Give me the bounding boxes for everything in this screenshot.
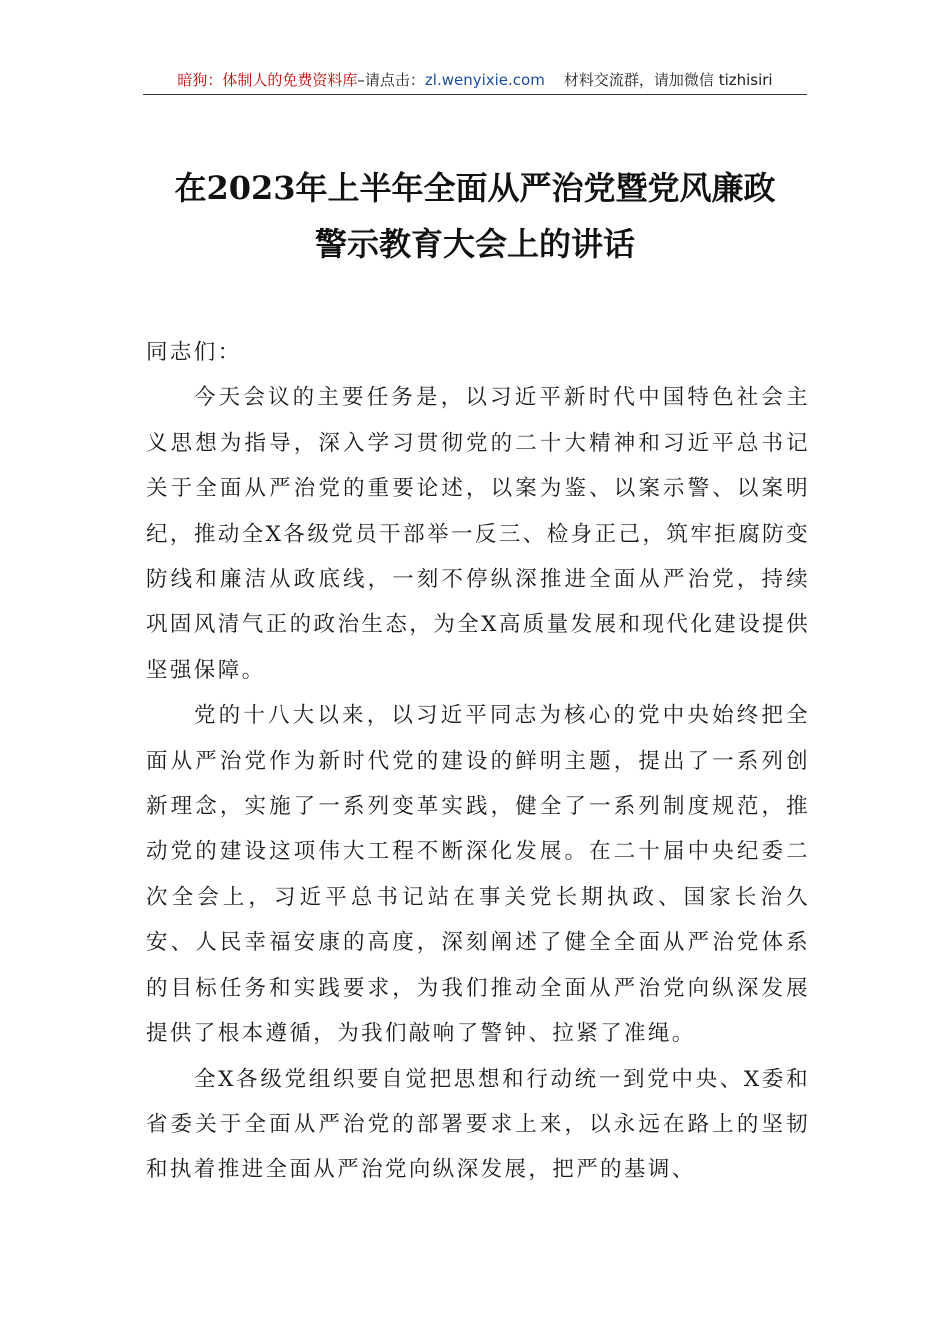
paragraph-1: 今天会议的主要任务是，以习近平新时代中国特色社会主义思想为指导，深入学习贯彻党的二十大精神和习近平总书记关于全面从严治党的重要论述，以案为鉴、以案示警、以案明纪，推动全X各级党员干部举一反三、检身正己，筑牢拒腐防变防线和廉洁从政底线，一刻不停纵深推进全面从严治党，持续巩固风清气正的政治生态，为全X高质量发展和现代化建设提供坚强保障。 [146, 385, 810, 683]
paragraph-3: 全X各级党组织要自觉把思想和行动统一到党中央、X委和省委关于全面从严治党的部署要求上来，以永远在路上的坚韧和执着推进全面从严治党向纵深发展，把严的基调、 [146, 1066, 810, 1183]
document-body [146, 330, 810, 1193]
header-site-link[interactable]: zl.wenyixie.com [424, 71, 545, 89]
paragraph-2: 党的十八大以来，以习近平同志为核心的党中央始终把全面从严治党作为新时代党的建设的鲜明主题，提出了一系列创新理念，实施了一系列变革实践，健全了一系列制度规范，推动党的建设这项伟大工程不断深化发展。在二十届中央纪委二次全会上，习近平总书记站在事关党长期执政、国家长治久安、人民幸福安康的高度，深刻阐述了健全全面从严治党体系的目标任务和实践要求，为我们推动全面从严治党向纵深发展提供了根本遵循，为我们敲响了警钟、拉紧了准绳。 [146, 703, 810, 1047]
header-click-prompt: –请点击： [357, 71, 425, 89]
title-line-2: 警示教育大会上的讲话 [314, 225, 635, 263]
title-line-1: 在2023年上半年全面从严治党暨党风廉政 [174, 169, 776, 207]
salutation: 同志们： [146, 340, 242, 365]
document-title [120, 160, 830, 272]
header-site-name: 暗狗：体制人的免费资料库 [177, 71, 358, 89]
header-wechat-note: 材料交流群，请加微信 tizhisiri [563, 71, 773, 89]
page-header [143, 66, 807, 95]
